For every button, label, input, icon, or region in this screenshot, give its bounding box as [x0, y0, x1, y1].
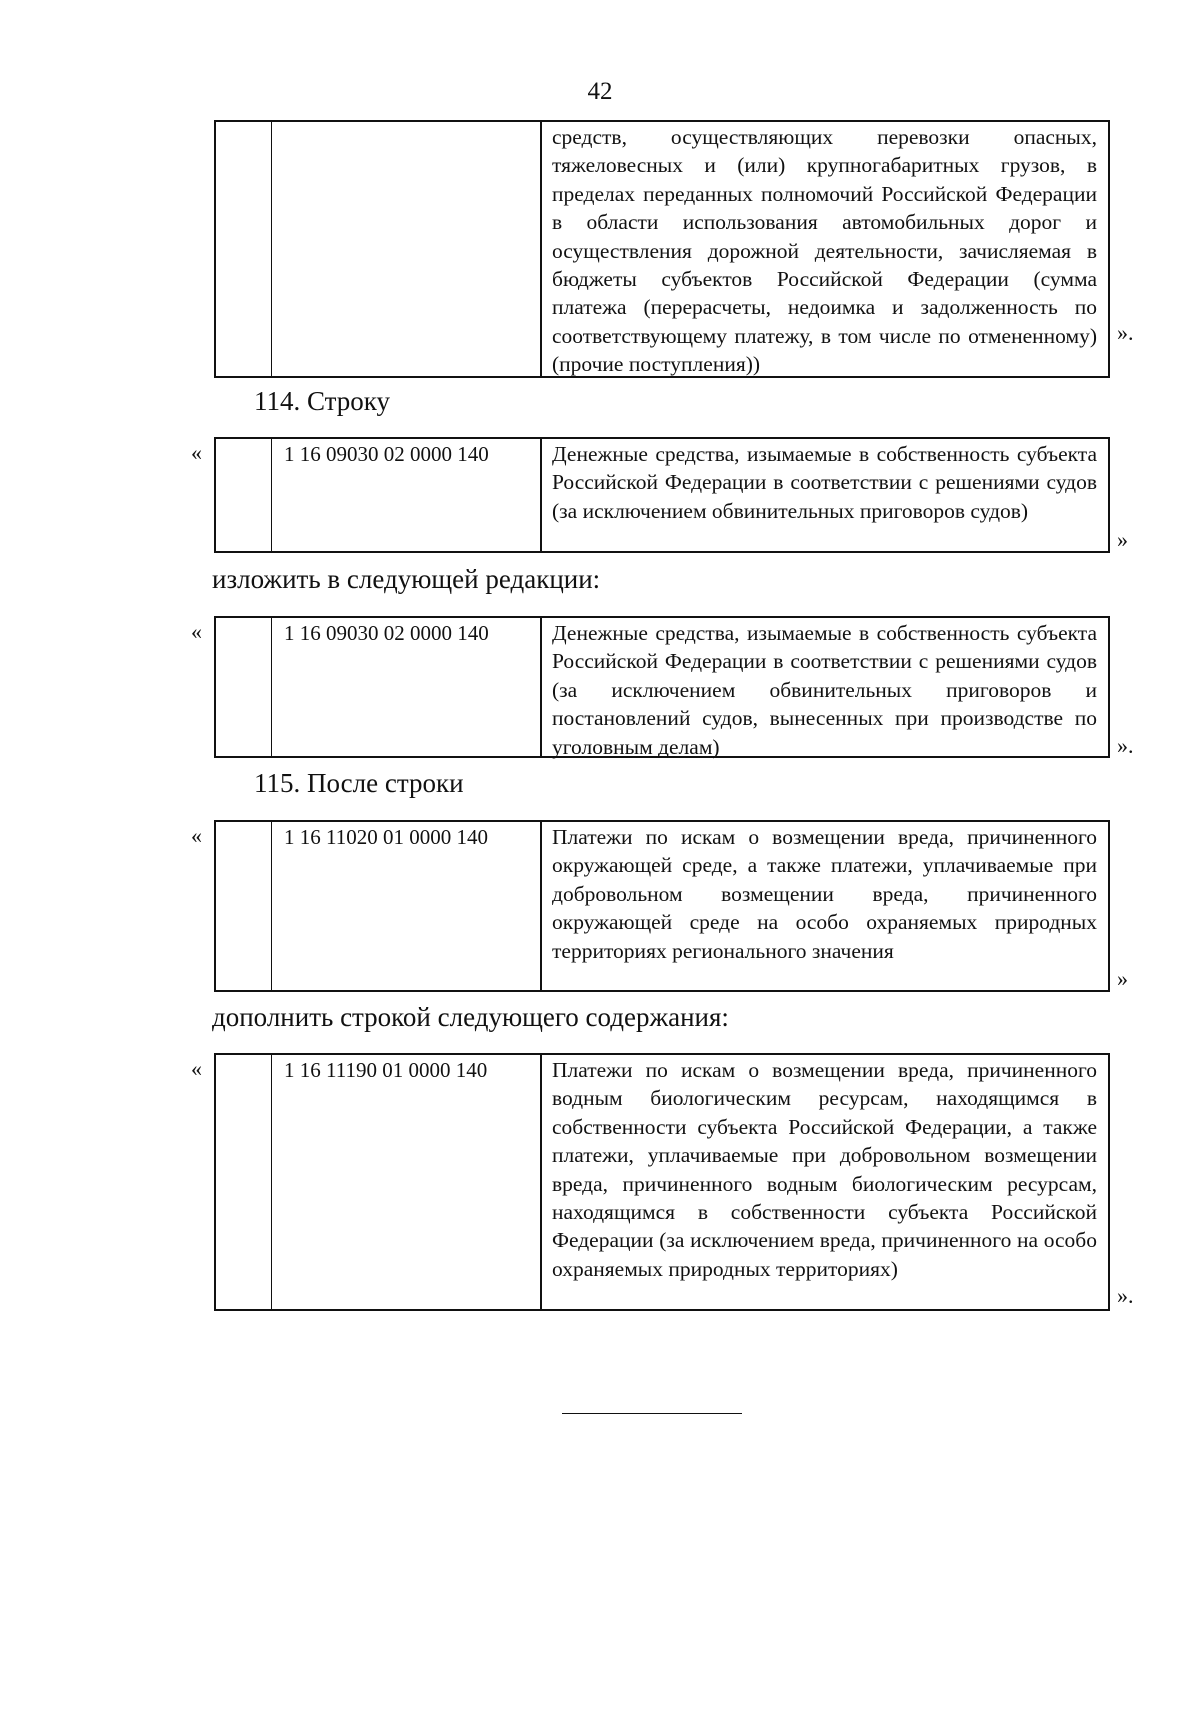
- empty-cell: [216, 618, 272, 756]
- opening-quote: «: [191, 440, 202, 465]
- instruction-add: дополнить строкой следующего содержания:: [212, 1002, 729, 1032]
- code-cell: 1 16 11020 01 0000 140: [272, 822, 542, 990]
- opening-quote: «: [191, 619, 202, 644]
- empty-cell: [216, 122, 272, 376]
- empty-cell: [216, 822, 272, 990]
- closing-quote: ».: [1117, 733, 1134, 758]
- closing-quote: »: [1117, 966, 1128, 991]
- closing-rule: [562, 1413, 742, 1414]
- table-row-added: [214, 1053, 1110, 1311]
- instruction-item-114: 114. Строку: [254, 386, 391, 416]
- description-cell: Платежи по искам о возмещении вреда, причиненного водным биологическим ресурсам, находящимся в собственности субъекта Российской Федерации, а также платежи, уплачиваемые при добровольном возмещении вреда, причиненного водным биологическим ресурсам, находящимся в собственности субъекта Российской Федерации (за исключением вреда, причиненного на особо охраняемых природных территориях): [552, 1058, 1097, 1281]
- code-cell: 1 16 09030 02 0000 140: [272, 618, 542, 756]
- instruction-edit: изложить в следующей редакции:: [212, 564, 601, 594]
- table-row-old: [214, 437, 1110, 553]
- table-row-new: [214, 616, 1110, 758]
- description-cell: Денежные средства, изымаемые в собственность субъекта Российской Федерации в соответствии с решениями судов (за исключением обвинительных приговоров и постановлений судов, вынесенных при производстве по уголовным делам): [552, 621, 1097, 759]
- closing-quote: ».: [1117, 320, 1134, 345]
- page-number: 42: [587, 78, 613, 105]
- empty-cell: [216, 1055, 272, 1309]
- instruction-item-115: 115. После строки: [254, 768, 464, 798]
- description-cell: средств, осуществляющих перевозки опасных, тяжеловесных и (или) крупногабаритных грузов, в пределах переданных полномочий Российской Федерации в области использования автомобильных дорог и осуществления дорожной деятельности, зачисляемая в бюджеты субъектов Российской Федерации (сумма платежа (перерасчеты, недоимка и задолженность по соответствующему платежу, в том числе по отмененному) (прочие поступления)): [552, 125, 1097, 377]
- opening-quote: «: [191, 1056, 202, 1081]
- closing-quote: ».: [1117, 1283, 1134, 1308]
- table-row-after: [214, 820, 1110, 992]
- table-row-continuation: [214, 120, 1110, 378]
- description-cell: Денежные средства, изымаемые в собственность субъекта Российской Федерации в соответствии с решениями судов (за исключением обвинительных приговоров судов): [552, 442, 1097, 523]
- code-cell: 1 16 09030 02 0000 140: [272, 439, 542, 551]
- opening-quote: «: [191, 823, 202, 848]
- code-cell: [272, 122, 542, 376]
- code-cell: 1 16 11190 01 0000 140: [272, 1055, 542, 1309]
- closing-quote: »: [1117, 527, 1128, 552]
- description-cell: Платежи по искам о возмещении вреда, причиненного окружающей среде, а также платежи, уплачиваемые при добровольном возмещении вреда, причиненного окружающей среде на особо охраняемых природных территориях регионального значения: [552, 825, 1097, 963]
- empty-cell: [216, 439, 272, 551]
